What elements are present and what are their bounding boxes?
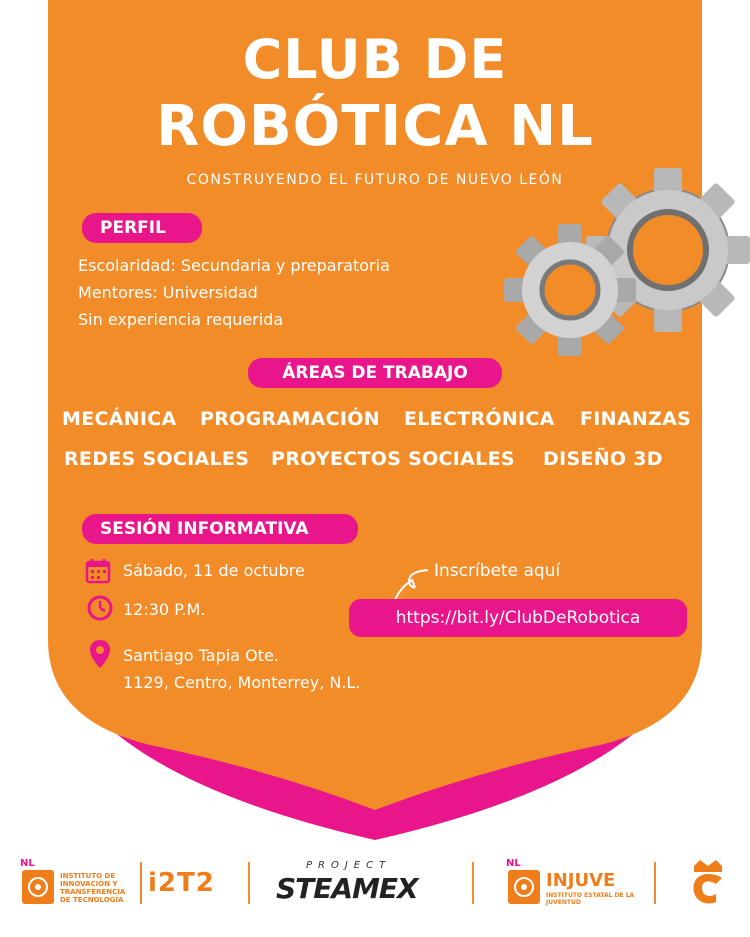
injuve-lion-emblem — [508, 870, 540, 904]
clock-icon — [86, 594, 114, 622]
register-label: Inscríbete aquí — [434, 561, 561, 581]
perfil-item-3: Sin experiencia requerida — [78, 310, 284, 329]
i2t2-institute-name: INSTITUTO DE INNOVACIÓN Y TRANSFERENCIA DE TECNOLOGÍA — [60, 872, 126, 904]
perfil-item-2: Mentores: Universidad — [78, 283, 258, 302]
area-diseno-3d: DISEÑO 3D — [543, 448, 663, 470]
i2t2-logo-group — [20, 858, 138, 908]
perfil-item-1: Escolaridad: Secundaria y preparatoria — [78, 256, 390, 275]
session-date: Sábado, 11 de octubre — [123, 561, 305, 580]
steamex-project-label: PROJECT — [306, 860, 392, 871]
session-address-line1: Santiago Tapia Ote. — [123, 646, 279, 665]
session-address-line2: 1129, Centro, Monterrey, N.L. — [123, 673, 361, 692]
sesion-heading: SESIÓN INFORMATIVA — [82, 514, 358, 544]
calendar-icon — [84, 557, 114, 585]
i2t2-lion-emblem — [22, 870, 54, 904]
area-proyectos-sociales: PROYECTOS SOCIALES — [271, 448, 515, 470]
area-electronica: ELECTRÓNICA — [404, 408, 555, 430]
subtitle: CONSTRUYENDO EL FUTURO DE NUEVO LEÓN — [186, 172, 564, 188]
location-pin-icon — [88, 638, 112, 670]
area-programacion: PROGRAMACIÓN — [200, 408, 380, 430]
areas-heading: ÁREAS DE TRABAJO — [248, 358, 502, 388]
area-mecanica: MECÁNICA — [62, 408, 177, 430]
session-time: 12:30 P.M. — [123, 600, 206, 619]
area-finanzas: FINANZAS — [580, 408, 692, 430]
title-line-1: CLUB DE — [242, 28, 508, 91]
steamex-wordmark: STEAMEX — [276, 872, 418, 905]
title-line-2: ROBÓTICA NL — [156, 94, 594, 159]
injuve-institute-name: INSTITUTO ESTATAL DE LA JUVENTUD — [546, 892, 635, 906]
nl-state-emblem — [686, 858, 730, 908]
perfil-heading: PERFIL — [82, 213, 202, 243]
injuve-wordmark: INJUVE — [546, 870, 616, 891]
steamex-logo — [276, 860, 452, 904]
i2t2-nl-label: NL — [20, 858, 35, 869]
area-redes-sociales: REDES SOCIALES — [64, 448, 250, 470]
registration-link[interactable]: https://bit.ly/ClubDeRobotica — [349, 599, 687, 637]
injuve-logo-group — [506, 858, 652, 908]
i2t2-logo-text: i2T2 — [148, 868, 215, 898]
injuve-nl-label: NL — [506, 858, 521, 869]
